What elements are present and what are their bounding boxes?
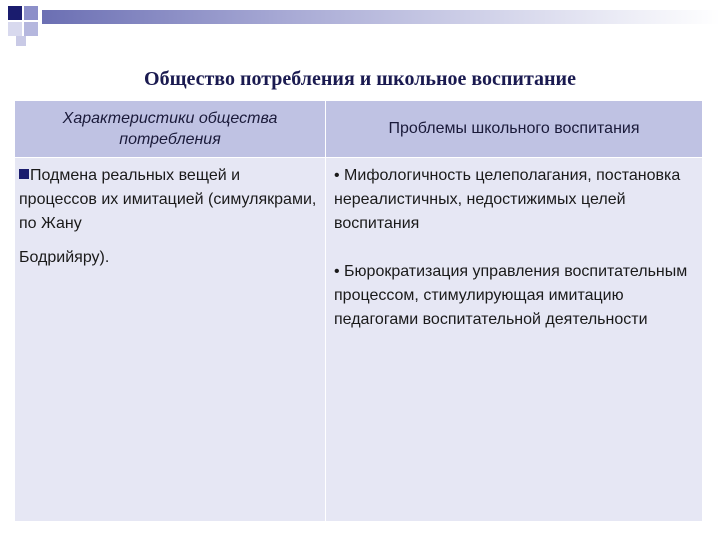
right-item-1: • Мифологичность целеполагания, постановка нереалистичных, недостижимых целей воспитания xyxy=(334,167,681,232)
left-text-2: Бодрийяру). xyxy=(19,249,110,266)
header-right xyxy=(326,101,702,157)
decor-square-pale xyxy=(8,22,22,36)
decor-square-small xyxy=(16,36,26,46)
square-bullet-icon xyxy=(19,169,29,179)
decor-square-dark xyxy=(8,6,22,20)
decor-square-mid xyxy=(24,6,38,20)
header-gradient-bar xyxy=(42,10,720,24)
left-paragraph-1 xyxy=(19,164,321,236)
left-column-cell xyxy=(15,158,326,521)
header-left-label: Характеристики общества потребления xyxy=(62,110,278,148)
decor-square-light xyxy=(24,22,38,36)
header-right-label: Проблемы школьного воспитания xyxy=(388,120,640,137)
right-column-cell xyxy=(326,158,702,521)
header-left xyxy=(15,101,326,157)
left-text-1: Подмена реальных вещей и процессов их имитацией (симулякрами, по Жану xyxy=(19,167,317,232)
right-item-2: • Бюрократизация управления воспитательным процессом, стимулирующая имитацию педагогами воспитательной деятельности xyxy=(334,263,688,328)
slide-title: Общество потребления и школьное воспитание xyxy=(144,68,576,90)
comparison-table xyxy=(14,100,703,522)
